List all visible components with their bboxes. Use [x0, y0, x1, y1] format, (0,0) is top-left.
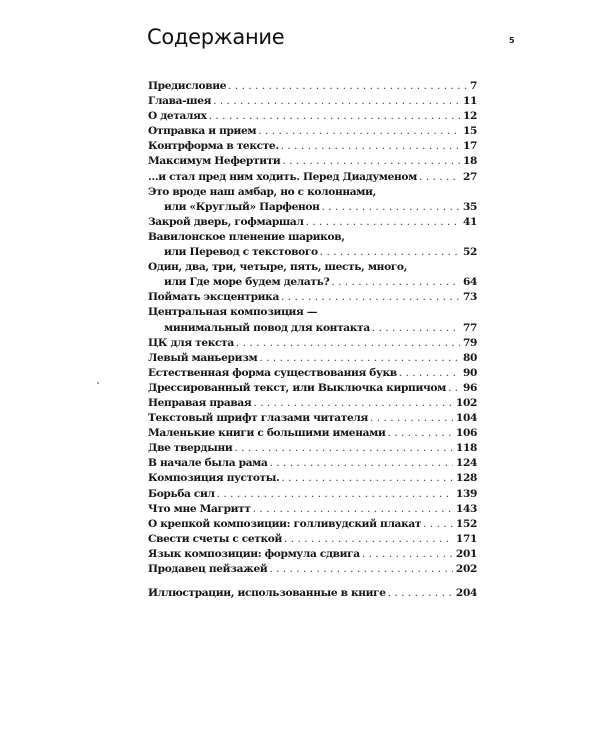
page-number: 5: [509, 36, 515, 45]
toc-entry-line: [148, 562, 477, 577]
toc-entry-line: [148, 245, 477, 260]
toc-entry-title: Это вроде наш амбар, но с колоннами,: [148, 185, 378, 200]
dot-leader: [234, 441, 453, 456]
toc-entry-line: [148, 366, 477, 381]
toc-entry[interactable]: [148, 366, 477, 381]
toc-entry-line: [148, 456, 477, 471]
toc-entry[interactable]: [148, 502, 477, 517]
toc-entry-title: Естественная форма существования букв: [148, 366, 399, 381]
toc-entry-line: [148, 230, 477, 245]
dot-leader: [370, 411, 453, 426]
toc-entry[interactable]: [148, 79, 477, 94]
toc-entry-page: 106: [453, 426, 477, 441]
dot-leader: [372, 321, 460, 336]
toc-entry[interactable]: [148, 562, 477, 577]
dot-leader: [322, 200, 460, 215]
toc-entry-appendix[interactable]: [148, 586, 477, 601]
toc-entry-title: О крепкой композиции: голливудский плакат: [148, 517, 423, 532]
table-of-contents: [148, 79, 477, 601]
toc-entry[interactable]: [148, 290, 477, 305]
toc-entry-line: [148, 351, 477, 366]
toc-entry[interactable]: [148, 517, 477, 532]
toc-entry-title: Контрформа в тексте.: [148, 139, 281, 154]
toc-entry[interactable]: [148, 109, 477, 124]
dot-leader: [423, 517, 453, 532]
toc-entry[interactable]: [148, 411, 477, 426]
toc-entry-line: [148, 290, 477, 305]
toc-entry-page: 202: [453, 562, 477, 577]
toc-entry-page: 171: [453, 532, 477, 547]
toc-entry-title: Неправая правая: [148, 396, 253, 411]
scan-speck: [97, 382, 99, 384]
toc-entry-page: 152: [453, 517, 477, 532]
toc-entry-title: или «Круглый» Парфенон: [164, 200, 322, 215]
toc-entry-title: Закрой дверь, гофмаршал: [148, 215, 306, 230]
toc-entry[interactable]: [148, 215, 477, 230]
toc-entry[interactable]: [148, 471, 477, 486]
toc-entry-page: 52: [460, 245, 477, 260]
toc-entry-title: В начале была рама: [148, 456, 270, 471]
toc-entry[interactable]: [148, 351, 477, 366]
toc-entry-line: [148, 502, 477, 517]
toc-entry-title: Отправка и прием: [148, 124, 258, 139]
toc-entry-title: Глава-шея: [148, 94, 213, 109]
toc-entry-line: [148, 547, 477, 562]
toc-entry-line: [148, 94, 477, 109]
dot-leader: [270, 456, 453, 471]
toc-entry-title: Вавилонское пленение шариков,: [148, 230, 347, 245]
toc-entry-page: 27: [460, 170, 477, 185]
toc-entry-line: [148, 305, 477, 320]
dot-leader: [258, 124, 460, 139]
toc-entry-title: Иллюстрации, использованные в книге: [148, 586, 388, 601]
toc-entry[interactable]: [148, 456, 477, 471]
dot-leader: [209, 109, 460, 124]
toc-entry-line: [148, 487, 477, 502]
toc-entry-page: 64: [460, 275, 477, 290]
toc-entry-line: [148, 154, 477, 169]
toc-entry-title: минимальный повод для контакта: [164, 321, 372, 336]
toc-entry-page: 12: [460, 109, 477, 124]
dot-leader: [228, 79, 467, 94]
toc-entry[interactable]: [148, 547, 477, 562]
toc-entry-title: О деталях: [148, 109, 209, 124]
toc-entry-line: [148, 441, 477, 456]
dot-leader: [362, 547, 453, 562]
toc-entry-line: [148, 124, 477, 139]
toc-entry-page: 118: [453, 441, 477, 456]
dot-leader: [388, 586, 453, 601]
toc-entry-page: 73: [460, 290, 477, 305]
dot-leader: [399, 366, 460, 381]
toc-entry-page: 143: [453, 502, 477, 517]
dot-leader: [331, 275, 460, 290]
toc-entry-page: 90: [460, 366, 477, 381]
toc-entry[interactable]: [148, 260, 477, 290]
toc-entry[interactable]: [148, 426, 477, 441]
dot-leader: [253, 502, 453, 517]
dot-leader: [419, 170, 460, 185]
toc-entry[interactable]: [148, 94, 477, 109]
toc-entry-line: [148, 79, 477, 94]
toc-entry-title: или Где море будем делать?: [164, 275, 331, 290]
toc-entry-page: 102: [453, 396, 477, 411]
dot-leader: [259, 351, 460, 366]
dot-leader: [306, 215, 460, 230]
dot-leader: [217, 487, 453, 502]
toc-entry[interactable]: [148, 154, 477, 169]
toc-entry-line: [148, 381, 477, 396]
toc-entry-page: 124: [453, 456, 477, 471]
toc-entry[interactable]: [148, 532, 477, 547]
toc-entry-title: ЦК для текста: [148, 336, 236, 351]
toc-entry-title: Язык композиции: формула сдвига: [148, 547, 362, 562]
toc-entry-title: Композиция пустоты.: [148, 471, 281, 486]
dot-leader: [448, 381, 460, 396]
toc-entry-page: 201: [453, 547, 477, 562]
toc-entry-title: Предисловие: [148, 79, 228, 94]
toc-entry-title: Текстовый шрифт глазами читателя: [148, 411, 370, 426]
toc-entry[interactable]: [148, 230, 477, 260]
dot-leader: [320, 245, 460, 260]
toc-entry-page: 204: [453, 586, 477, 601]
toc-entry-line: [148, 170, 477, 185]
toc-entry-page: 80: [460, 351, 477, 366]
toc-entry-line: [148, 517, 477, 532]
toc-entry-line: [148, 139, 477, 154]
dot-leader: [284, 532, 453, 547]
dot-leader: [213, 94, 460, 109]
toc-entry[interactable]: [148, 185, 477, 215]
toc-entry[interactable]: [148, 396, 477, 411]
toc-entry-page: 41: [460, 215, 477, 230]
dot-leader: [282, 154, 460, 169]
toc-entry-line: [148, 109, 477, 124]
toc-entry-title: Максимум Нефертити: [148, 154, 282, 169]
toc-entry-page: 128: [453, 471, 477, 486]
toc-entry-page: 79: [460, 336, 477, 351]
toc-entry-line: [148, 336, 477, 351]
section-gap: [148, 577, 477, 586]
toc-entry-page: 11: [460, 94, 477, 109]
toc-entry-title: Поймать эксцентрика: [148, 290, 281, 305]
toc-entry-title: Маленькие книги с большими именами: [148, 426, 387, 441]
toc-entry-title: или Перевод с текстового: [164, 245, 320, 260]
toc-entry-title: Две твердыни: [148, 441, 234, 456]
toc-entry-page: 17: [460, 139, 477, 154]
dot-leader: [281, 290, 460, 305]
toc-entry-line: [148, 396, 477, 411]
toc-entry-line: [148, 275, 477, 290]
toc-entry-page: 35: [460, 200, 477, 215]
toc-entry[interactable]: [148, 139, 477, 154]
toc-entry[interactable]: [148, 124, 477, 139]
toc-entry-title: Один, два, три, четыре, пять, шесть, много,: [148, 260, 409, 275]
toc-entry-page: 104: [453, 411, 477, 426]
toc-entry-line: [148, 185, 477, 200]
toc-entry-line: [148, 586, 477, 601]
toc-entry-page: 77: [460, 321, 477, 336]
toc-entry-line: [148, 260, 477, 275]
toc-entry-title: Продавец пейзажей: [148, 562, 269, 577]
toc-entry-line: [148, 471, 477, 486]
dot-leader: [281, 139, 460, 154]
toc-entry[interactable]: [148, 170, 477, 185]
toc-entry-title: …и стал пред ним ходить. Перед Диадуменом: [148, 170, 419, 185]
toc-entry-line: [148, 200, 477, 215]
toc-entry-line: [148, 411, 477, 426]
toc-entry-title: Что мне Магритт: [148, 502, 253, 517]
toc-entry-line: [148, 426, 477, 441]
dot-leader: [281, 471, 453, 486]
toc-entry-page: 96: [460, 381, 477, 396]
toc-entry[interactable]: [148, 305, 477, 335]
toc-entry[interactable]: [148, 381, 477, 396]
toc-entry-page: 7: [467, 79, 477, 94]
dot-leader: [387, 426, 452, 441]
toc-entry-title: Дрессированный текст, или Выключка кирпичом: [148, 381, 448, 396]
toc-entry-page: 15: [460, 124, 477, 139]
toc-entry-line: [148, 532, 477, 547]
toc-entry-title: Борьба сил: [148, 487, 217, 502]
page-title: Содержание: [147, 25, 285, 49]
dot-leader: [253, 396, 453, 411]
toc-entry-title: Левый маньеризм: [148, 351, 259, 366]
toc-entry[interactable]: [148, 441, 477, 456]
toc-entry-title: Свести счеты с сеткой: [148, 532, 284, 547]
dot-leader: [269, 562, 453, 577]
toc-entry-page: 139: [453, 487, 477, 502]
toc-entry[interactable]: [148, 487, 477, 502]
toc-entry-page: 18: [460, 154, 477, 169]
toc-entry-line: [148, 215, 477, 230]
toc-entry-title: Центральная композиция —: [148, 305, 319, 320]
toc-entry[interactable]: [148, 336, 477, 351]
dot-leader: [236, 336, 460, 351]
toc-entry-line: [148, 321, 477, 336]
